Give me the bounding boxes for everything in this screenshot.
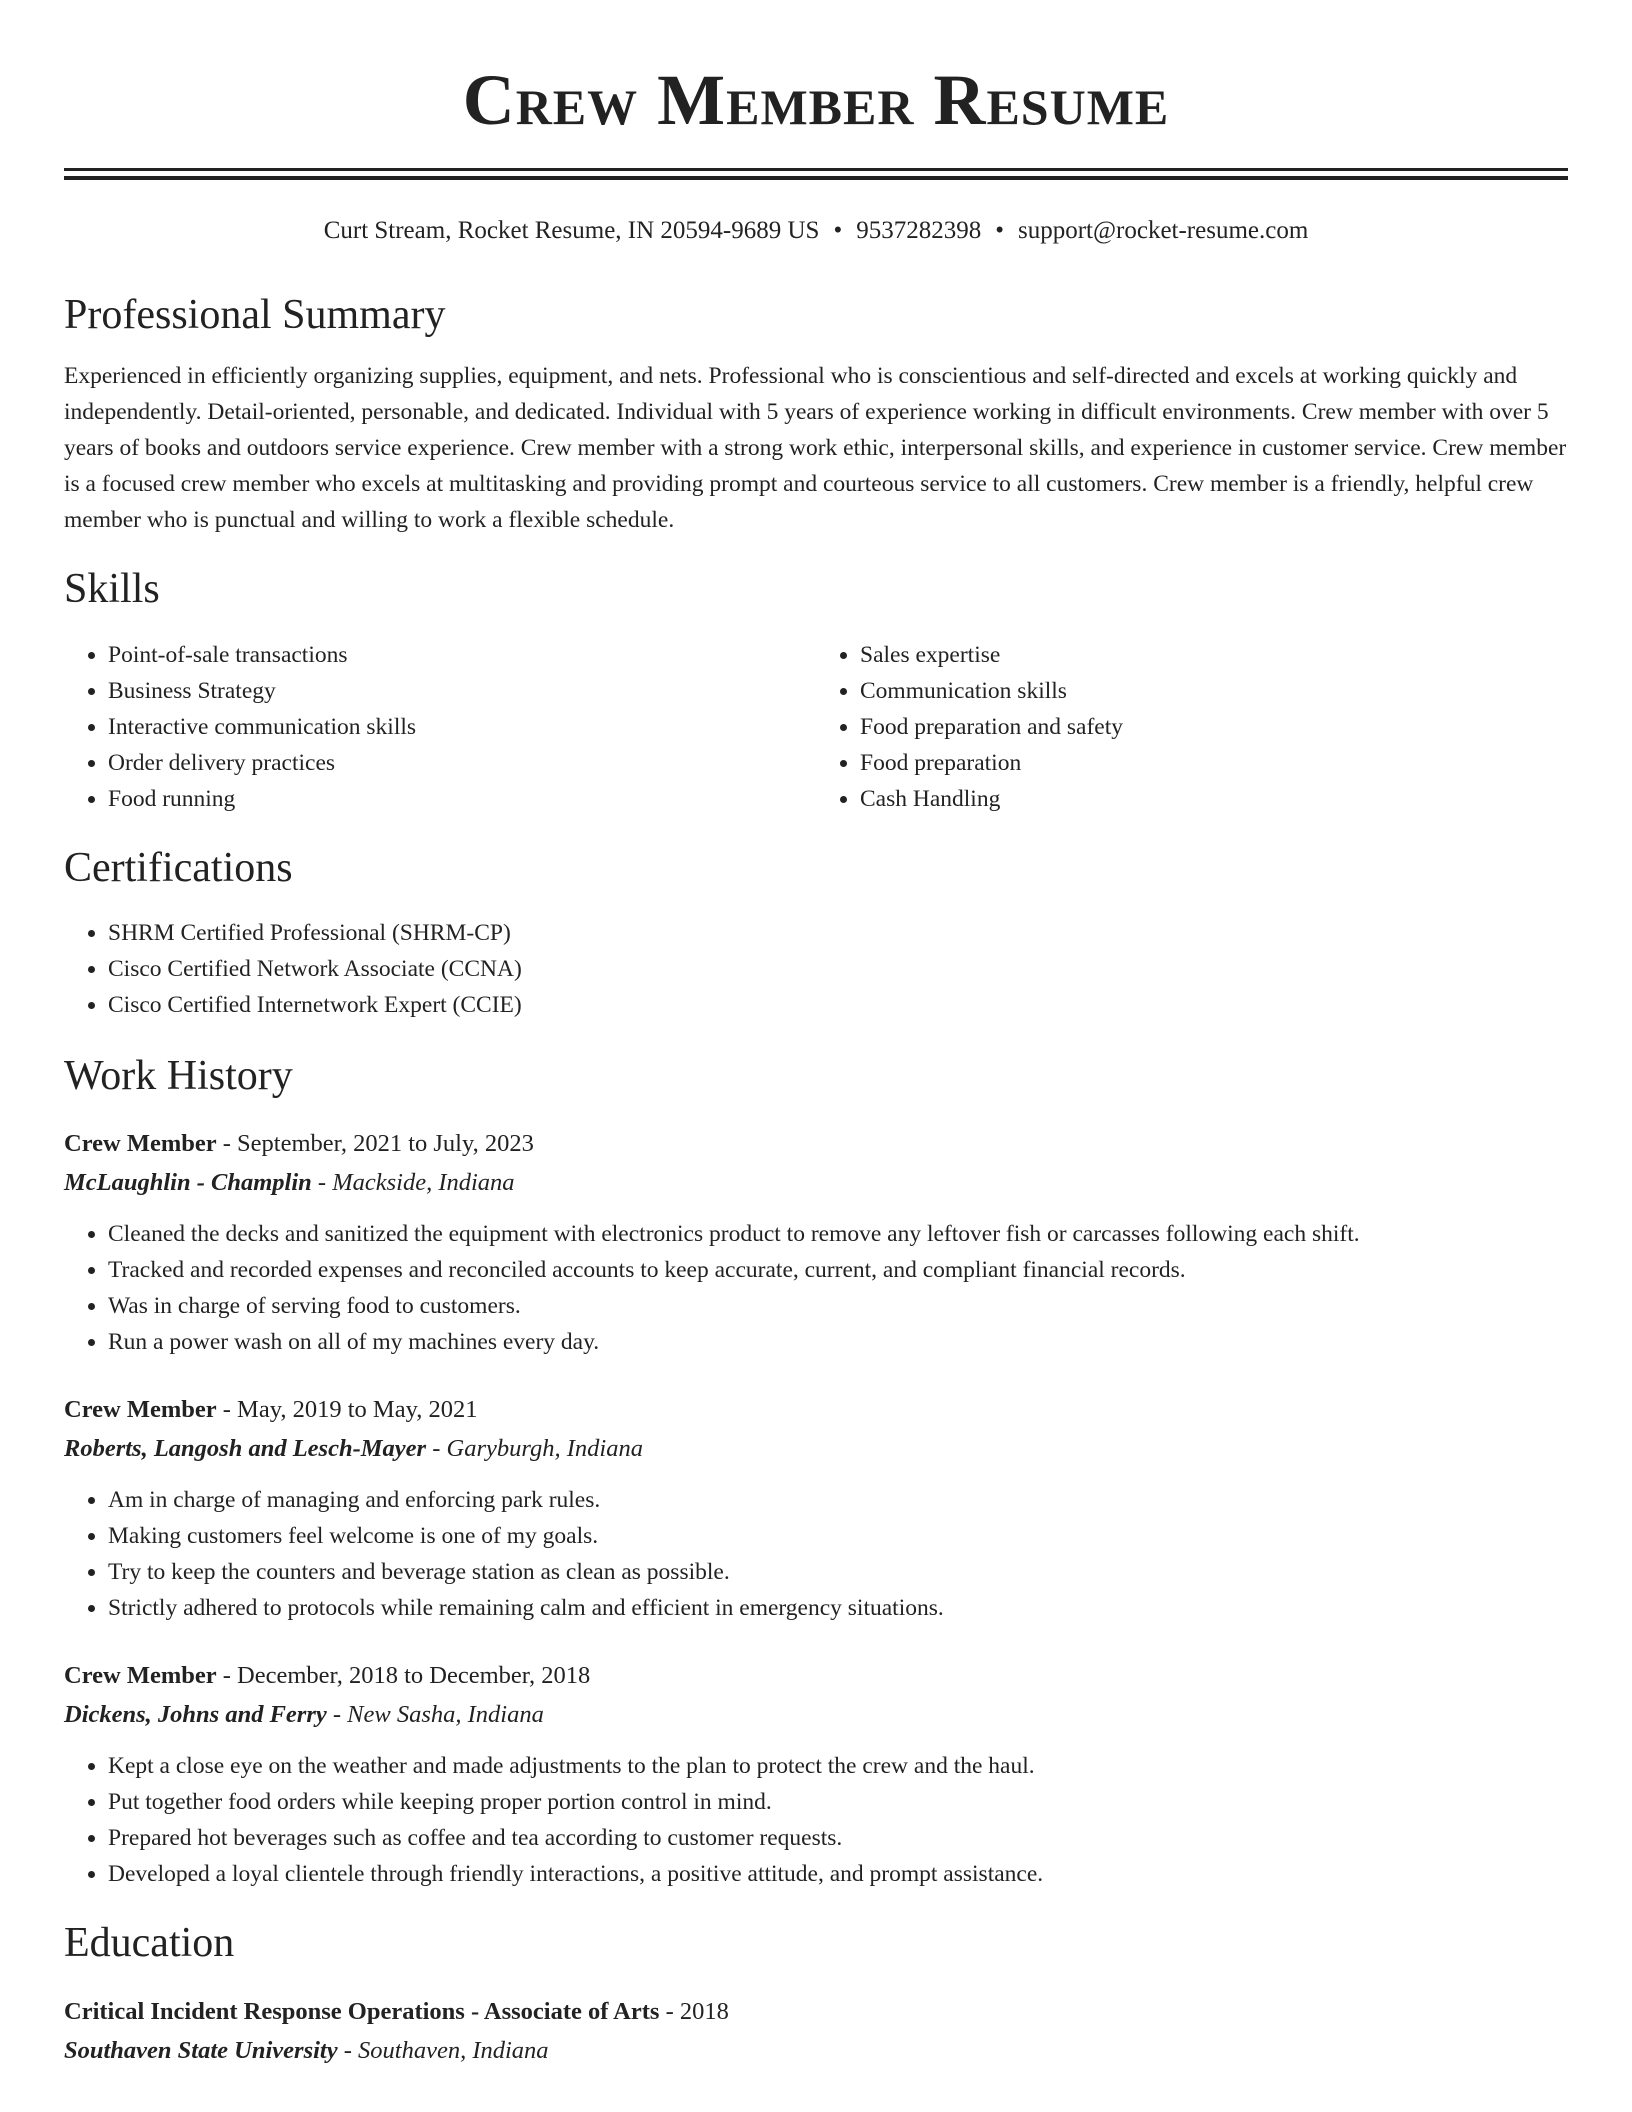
job-duty: • Was in charge of serving food to customers. (108, 1288, 1568, 1324)
job-title: Crew Member (64, 1395, 217, 1423)
job-title: Crew Member (64, 1661, 217, 1689)
skill-item: • Business Strategy (108, 673, 816, 709)
dash-separator: - (216, 1129, 238, 1157)
skill-item: • Cash Handling (860, 781, 1568, 817)
job-dates: December, 2018 to December, 2018 (237, 1661, 591, 1689)
job-title-line (64, 1656, 1568, 1695)
employer-name: Roberts, Langosh and Lesch-Mayer (64, 1434, 427, 1462)
work-history-section (64, 1051, 1568, 1891)
contact-separator: • (833, 217, 843, 244)
certification-item: • Cisco Certified Internetwork Expert (CCIE) (108, 987, 1568, 1023)
employer-name: Dickens, Johns and Ferry (64, 1700, 327, 1728)
skills-list-left (64, 637, 816, 817)
job-duties-list (64, 1482, 1568, 1626)
education-heading: Education (64, 1919, 235, 1966)
skill-item: • Sales expertise (860, 637, 1568, 673)
job-duty: • Put together food orders while keeping proper portion control in mind. (108, 1784, 1568, 1820)
skills-heading: Skills (64, 566, 160, 613)
certification-item: • Cisco Certified Network Associate (CCNA) (108, 951, 1568, 987)
dash-separator: - (659, 1997, 680, 2025)
skill-item: • Interactive communication skills (108, 709, 816, 745)
contact-email: support@rocket-resume.com (1018, 217, 1309, 244)
dash-separator: - (426, 1434, 447, 1462)
job-duty: • Making customers feel welcome is one of my goals. (108, 1518, 1568, 1554)
job-dates: September, 2021 to July, 2023 (237, 1129, 534, 1157)
dash-separator: - (216, 1661, 238, 1689)
education-section (64, 1918, 1568, 2070)
job-duty: • Prepared hot beverages such as coffee and tea according to customer requests. (108, 1820, 1568, 1856)
job-duty: • Developed a loyal clientele through friendly interactions, a positive attitude, and prompt assistance. (108, 1856, 1568, 1892)
certification-item: • SHRM Certified Professional (SHRM-CP) (108, 915, 1568, 951)
skill-item: • Food preparation (860, 745, 1568, 781)
skill-item: • Order delivery practices (108, 745, 816, 781)
degree-name: Critical Incident Response Operations - Associate of Arts (64, 1997, 660, 2025)
dash-separator: - (326, 1700, 348, 1728)
skill-item: • Communication skills (860, 673, 1568, 709)
employer-line (64, 1163, 1568, 1202)
job-duties-list (64, 1216, 1568, 1360)
summary-heading: Professional Summary (64, 292, 446, 338)
job-duty: • Run a power wash on all of my machines every day. (108, 1324, 1568, 1360)
title-divider (64, 168, 1568, 180)
job-duty: • Strictly adhered to protocols while remaining calm and efficient in emergency situations. (108, 1590, 1568, 1626)
dash-separator: - (337, 2036, 359, 2064)
job-entry (64, 1656, 1568, 1892)
job-entry (64, 1390, 1568, 1626)
employer-location: New Sasha, Indiana (347, 1700, 544, 1728)
job-duty: • Tracked and recorded expenses and reconciled accounts to keep accurate, current, and compliant financial records. (108, 1252, 1568, 1288)
job-entry (64, 1124, 1568, 1360)
skill-item: • Point-of-sale transactions (108, 637, 816, 673)
education-entry (64, 1992, 1568, 2070)
skills-list-right (816, 637, 1568, 817)
skills-columns (64, 637, 1568, 817)
dash-separator: - (311, 1168, 333, 1196)
employer-location: Garyburgh, Indiana (446, 1434, 643, 1462)
summary-section (64, 290, 1568, 538)
job-title-line (64, 1124, 1568, 1163)
degree-line (64, 1992, 1568, 2031)
employer-name: McLaughlin - Champlin (64, 1168, 312, 1196)
job-dates: May, 2019 to May, 2021 (237, 1395, 478, 1423)
dash-separator: - (216, 1395, 238, 1423)
contact-phone: 9537282398 (856, 217, 982, 244)
job-duty: • Try to keep the counters and beverage station as clean as possible. (108, 1554, 1568, 1590)
skills-section (64, 564, 1568, 816)
job-duties-list (64, 1748, 1568, 1892)
summary-text: Experienced in efficiently organizing supplies, equipment, and nets. Professional who is conscientious and self-directed and excels at working quickly and independently. Detail-oriented, personable, and dedicated. Individual with 5 years of experience working in difficult environments. Crew member with over 5 years of books and outdoors service experience. Crew member with a strong work ethic, interpersonal skills, and experience in customer service. Crew member is a focused crew member who excels at multitasking and providing prompt and courteous service to all customers. Crew member is a friendly, helpful crew member who is punctual and willing to work a flexible schedule. (64, 363, 1567, 534)
contact-line (64, 216, 1568, 246)
skill-item: • Food preparation and safety (860, 709, 1568, 745)
resume-title: Crew Member Resume (462, 60, 1170, 140)
work-history-heading: Work History (64, 1053, 293, 1100)
school-line (64, 2031, 1568, 2070)
job-title: Crew Member (64, 1129, 217, 1157)
employer-location: Mackside, Indiana (332, 1168, 515, 1196)
contact-address: Curt Stream, Rocket Resume, IN 20594-9689 US (323, 217, 820, 244)
certifications-section (64, 843, 1568, 1023)
employer-line (64, 1695, 1568, 1734)
skill-item: • Food running (108, 781, 816, 817)
employer-line (64, 1429, 1568, 1468)
school-location: Southaven, Indiana (358, 2036, 549, 2064)
job-title-line (64, 1390, 1568, 1429)
certifications-heading: Certifications (64, 844, 293, 891)
degree-year: 2018 (679, 1997, 729, 2025)
certifications-list (64, 915, 1568, 1023)
contact-separator: • (995, 217, 1004, 244)
job-duty: • Am in charge of managing and enforcing park rules. (108, 1482, 1568, 1518)
job-duty: • Cleaned the decks and sanitized the equipment with electronics product to remove any leftover fish or carcasses following each shift. (108, 1216, 1568, 1252)
job-duty: • Kept a close eye on the weather and made adjustments to the plan to protect the crew and the haul. (108, 1748, 1568, 1784)
school-name: Southaven State University (64, 2036, 338, 2064)
